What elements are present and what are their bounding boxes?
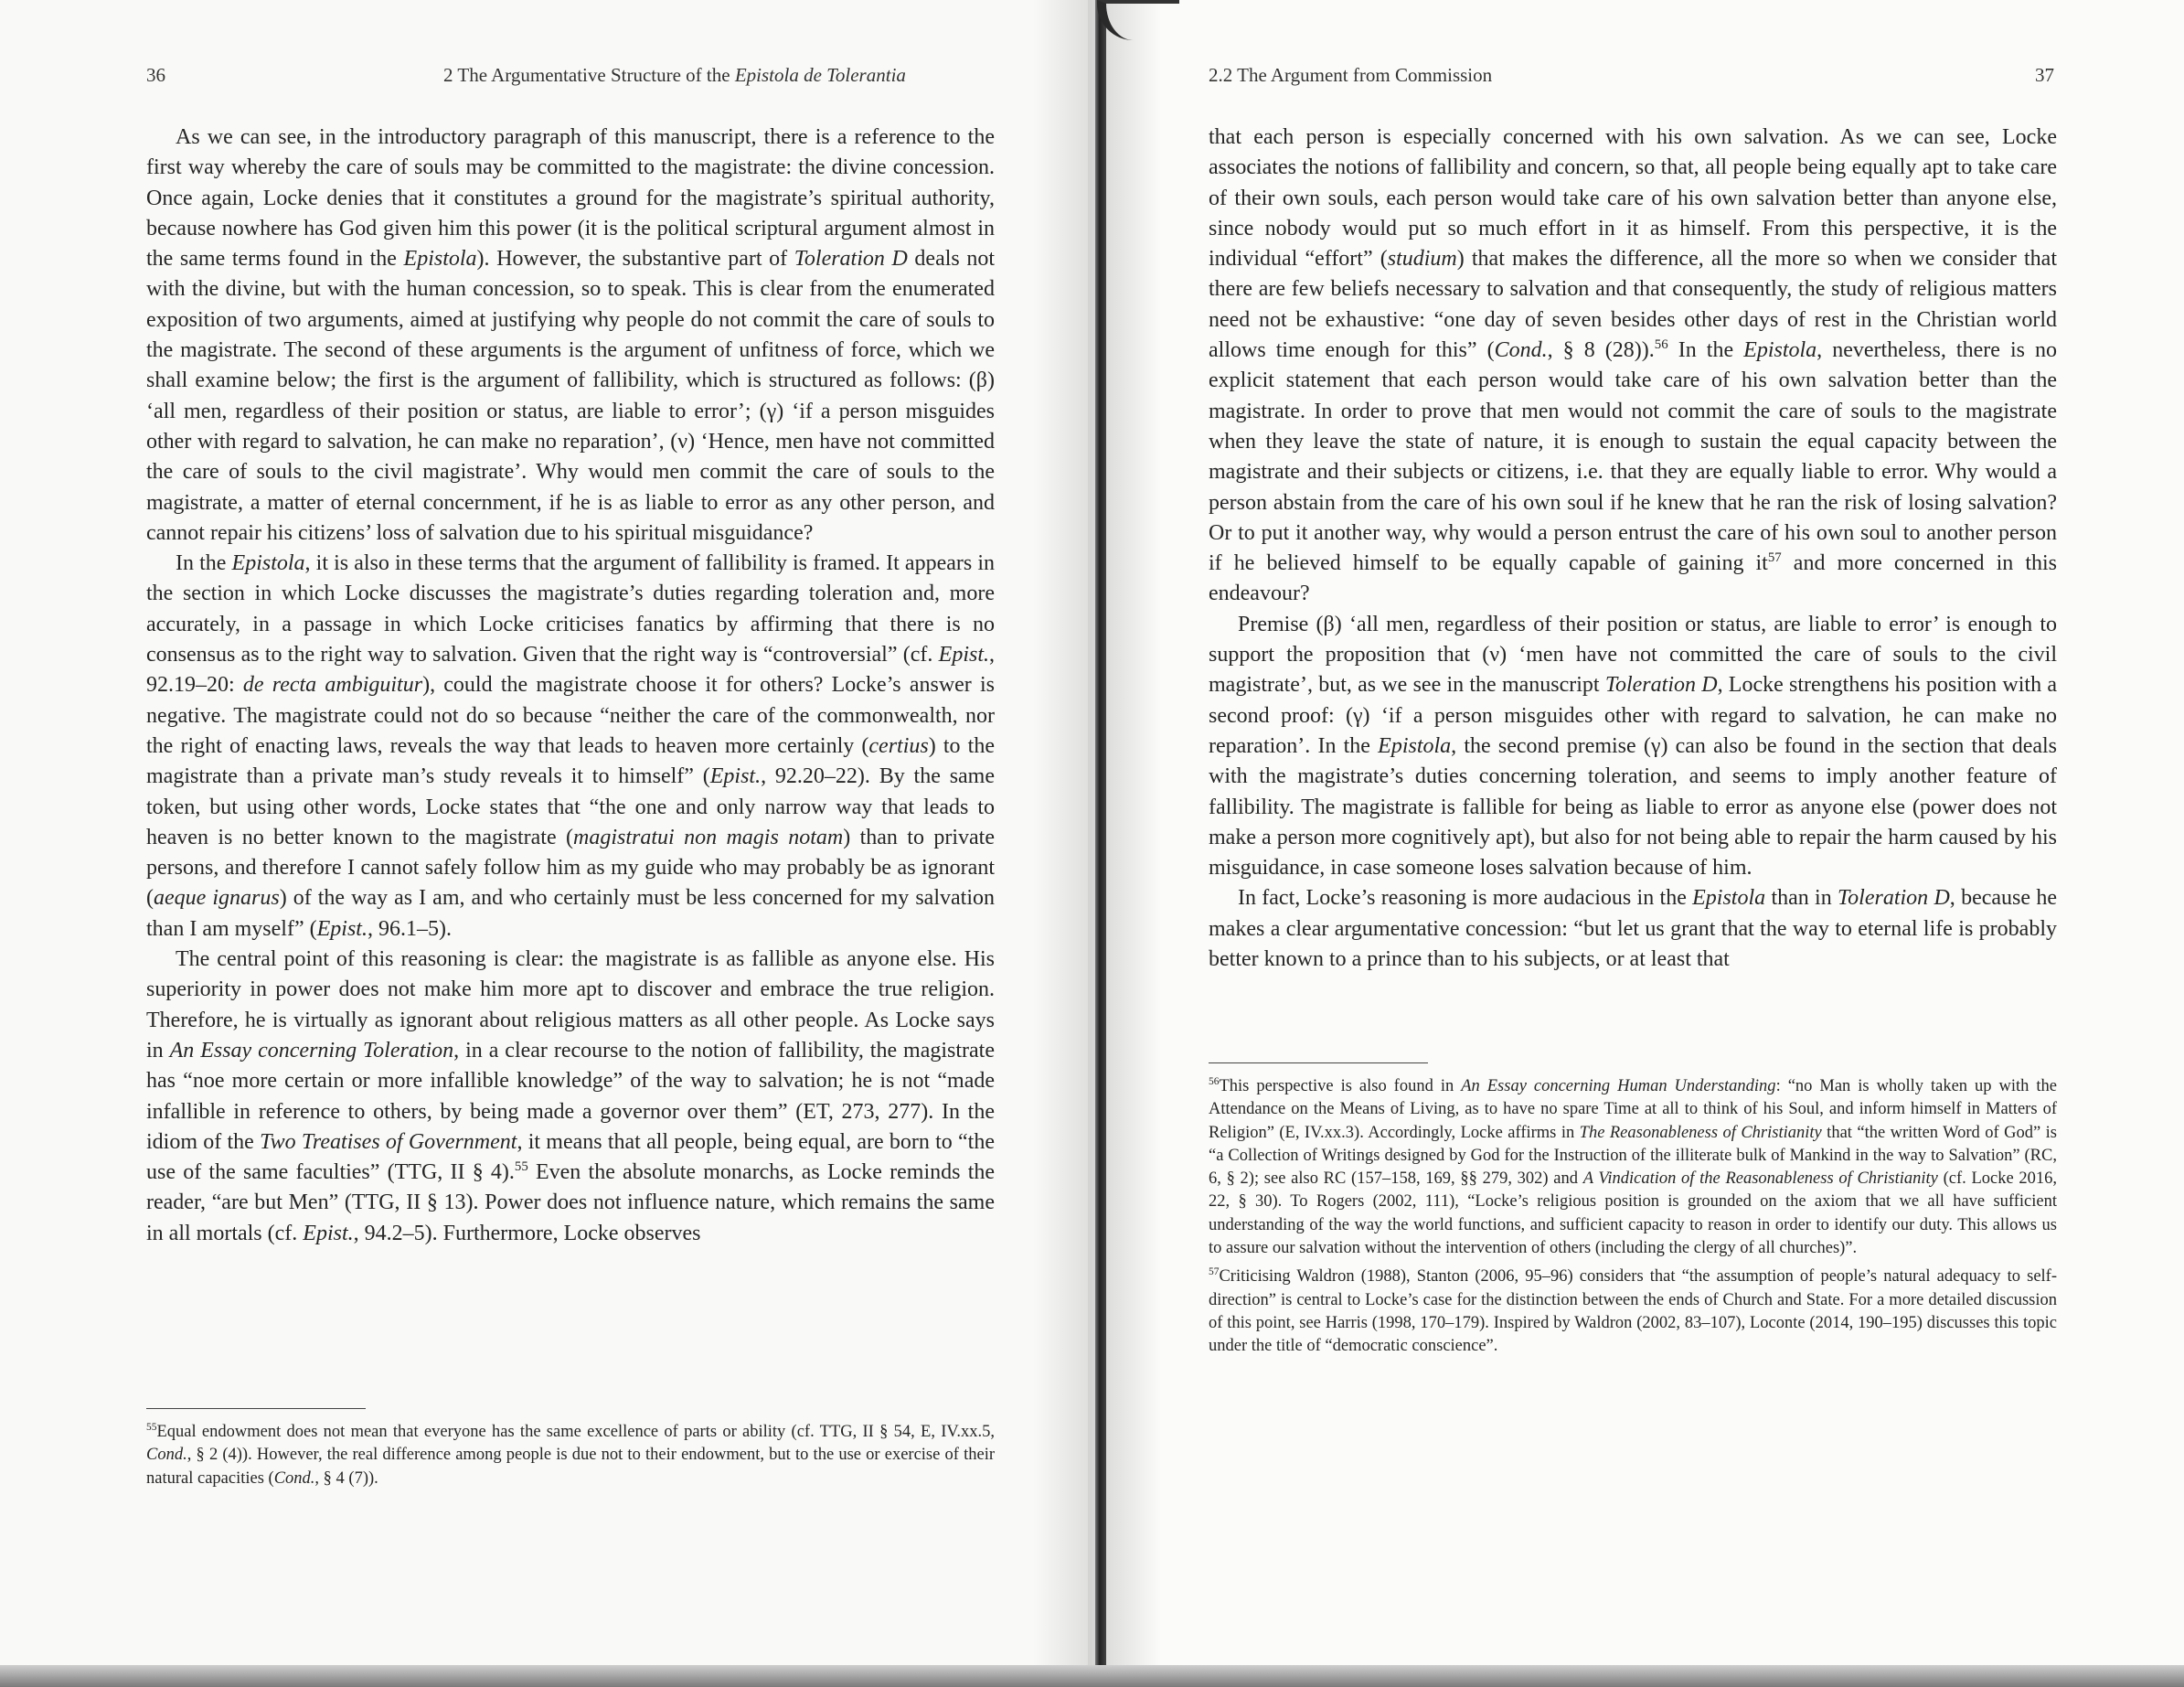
- italic-run: aeque ignarus: [154, 886, 280, 911]
- footnote-marker: 57: [1767, 550, 1782, 566]
- text-run: In fact, Locke’s reasoning is more audacious in the: [1238, 886, 1693, 911]
- footnote-marker: 56: [1654, 337, 1668, 353]
- right-footnote-rule: [1209, 1062, 1428, 1063]
- italic-run: Epistola: [403, 247, 477, 272]
- text-run: , § 8 (28)).: [1547, 338, 1655, 363]
- text-run: ) than to private persons, and therefore I cannot safely follow him as my guide who may probably be as ignorant (: [146, 825, 995, 911]
- text-run: Even the absolute monarchs, as Locke reminds the reader, “are but Men” (TTG, II § 13). Power does not influence nature, which remains the same in all mortals (cf.: [146, 1160, 996, 1245]
- italic-run: de recta ambiguitur: [242, 673, 423, 698]
- text-run: ). However, the substantive part of: [476, 247, 794, 272]
- italic-run: Epist.: [316, 916, 368, 941]
- left-footnote-rule: [146, 1408, 366, 1409]
- text-run: , Locke strengthens his position with a second proof: (γ) ‘if a person misguides other with regard to salvation, he can make no reparation’. In the: [1209, 673, 2057, 758]
- footnote: [146, 1421, 995, 1490]
- text-run: , in a clear recourse to the notion of fallibility, the magistrate has “noe more certain or more infallible knowledge” of the way to salvation; he is not “made infallible in reference to others, by being made a governor over them” (ET, 273, 277). In the idiom of the: [146, 1038, 996, 1154]
- footnote-marker: 56: [1209, 1075, 1220, 1087]
- italic-run: Toleration D: [1604, 673, 1718, 698]
- right-footnotes: [1209, 1075, 2057, 1364]
- paragraph: [146, 549, 995, 945]
- text-run: ) to the magistrate than a private man’s study reveals it to himself” (: [146, 733, 996, 789]
- paragraph: [1209, 883, 2057, 975]
- italic-run: Epist.: [303, 1221, 354, 1245]
- text-run: , the second premise (γ) can also be found in the section that deals with the magistrate’s duties concerning toleration, and seems to imply another feature of fallibility. The magistrate is fallible for being as liable to error as anyone else (power does not make a person more cognitively apt), but also for not being able to repair the harm caused by his misguidance, in case someone loses salvation because of him.: [1209, 733, 2058, 881]
- text-run: , nevertheless, there is no explicit statement that each person would take care of his own salvation better than the magistrate. In order to prove that men would not commit the care of souls to the magistrate when they leave the state of nature, it is enough to sustain the equal capacity between the magistrate and their subjects or citizens, i.e. that they are equally liable to error. Why would a person abstain from the care of his own soul if he knew that he ran the risk of losing salvation? Or to put it another way, why would a person entrust the care of his own soul to another person if he believed himself to be equally capable of gaining it: [1209, 338, 2058, 576]
- text-run: than in: [1765, 886, 1838, 911]
- italic-run: A Vindication of the Reasonableness of Christianity: [1582, 1169, 1938, 1189]
- text-run: , 92.20–22). By the same token, but using other words, Locke states that “the one and only narrow way that leads to heaven is no better known to the magistrate (: [146, 764, 996, 849]
- italic-run: certius: [868, 733, 929, 758]
- footnote-marker: 55: [146, 1421, 157, 1433]
- paragraph: [146, 123, 995, 549]
- text-run: , § 4 (7)).: [314, 1468, 378, 1488]
- italic-run: Epist.: [709, 764, 762, 789]
- text-run: (cf. Locke 2016, 22, § 30). To Rogers (2002, 111), “Locke’s religious position is grounded on the axiom that we all have sufficient understanding of the way the world functions, and sufficient capacity to reason in order to identify our duty. This allows us to assure our salvation without the intervention of others (including the clergy of all churches)”.: [1209, 1169, 2057, 1258]
- italic-run: An Essay concerning Toleration: [169, 1038, 454, 1062]
- text-run: deals not with the divine, but with the human concession, so to speak. This is clear from the enumerated exposition of two arguments, aimed at justifying why people do not commit the care of souls to the magistrate. The second of these arguments is the argument of unfitness of force, which we shall examine below; the first is the argument of fallibility, which is structured as follows: (β) ‘all men, regardless of their position or status, are liable to error’; (γ) ‘if a person misguides other with regard to salvation, he can make no reparation’, (ν) ‘Hence, men have not committed the care of souls to the civil magistrate’. Why would men commit the care of souls to the magistrate, a matter of eternal concernment, if he is as liable to error as any other person, and cannot repair his citizens’ loss of salvation due to his spiritual misguidance?: [146, 247, 996, 545]
- text-run: , 96.1–5).: [367, 916, 452, 941]
- italic-run: Epistola: [231, 551, 305, 576]
- italic-run: Epist.: [938, 643, 989, 667]
- italic-run: Cond.: [273, 1468, 315, 1488]
- text-run: , it means that all people, being equal, are born to “the use of the same faculties” (TTG, II § 4).: [146, 1129, 995, 1185]
- footnote-marker: 57: [1209, 1266, 1220, 1278]
- footnote-marker: 55: [514, 1159, 528, 1175]
- text-run: This perspective is also found in: [1219, 1077, 1462, 1095]
- text-run: that each person is especially concerned with his own salvation. As we can see, Locke associates the notions of fallibility and concern, so that, all people being equally apt to take care of their own souls, each person would take care of his own salvation better than anyone else, since nobody would put so much effort in it as himself. From this perspective, it is the individual “effort” (: [1209, 125, 2057, 272]
- scan-bottom-edge: [0, 1665, 2184, 1687]
- italic-run: Cond.: [146, 1446, 187, 1465]
- italic-run: The Reasonableness of Christianity: [1579, 1123, 1822, 1142]
- italic-run: magistratui non magis notam: [573, 825, 844, 849]
- left-running-head-prefix: 2 The Argumentative Structure of the: [443, 64, 730, 86]
- text-run: Criticising Waldron (1988), Stanton (2006, 95–96) considers that “the assumption of people’s natural adequacy to self-direction” is central to Locke’s case for the distinction between the ends of Church and State. For a more detailed discussion of this point, see Harris (1998, 170–179). Inspired by Waldron (2002, 83–107), Loconte (2014, 190–195) discusses this topic under the title of “democratic conscience”.: [1209, 1267, 2057, 1356]
- left-page: [0, 0, 1088, 1687]
- paragraph: [1209, 610, 2057, 884]
- italic-run: Cond.: [1494, 338, 1548, 363]
- text-run: As we can see, in the introductory paragraph of this manuscript, there is a reference to the first way whereby the care of souls may be committed to the magistrate: the divine concession. Once again, Locke denies that it constitutes a ground for the magistrate’s spiritual authority, because nowhere has God given him this power (it is the political scriptural argument almost in the same terms found in the: [146, 125, 995, 272]
- paragraph: [1209, 123, 2057, 610]
- footnote: [1209, 1075, 2057, 1260]
- text-run: , 92.19–20:: [146, 643, 995, 698]
- right-running-head: 2.2 The Argument from Commission: [1209, 64, 1493, 86]
- text-run: In the: [176, 551, 232, 576]
- italic-run: Toleration D: [1838, 886, 1950, 911]
- left-footnotes: [146, 1421, 995, 1496]
- right-page: [1088, 0, 2184, 1687]
- left-running-head-italic: Epistola de Tolerantia: [734, 64, 906, 86]
- left-body-text: [146, 123, 995, 1249]
- italic-run: Epistola: [1378, 733, 1452, 758]
- text-run: Equal endowment does not mean that everyone has the same excellence of parts or ability (cf. TTG, II § 54, E, IV.xx.5,: [156, 1423, 995, 1441]
- text-run: The central point of this reasoning is clear: the magistrate is as fallible as anyone else. His superiority in power does not make him more apt to discover and embrace the true religion. Therefore, he is virtually as ignorant about religious matters as all other people. As Locke says in: [146, 947, 995, 1062]
- left-running-head: [443, 64, 906, 87]
- italic-run: Toleration D: [794, 247, 908, 272]
- text-run: , it is also in these terms that the argument of fallibility is framed. It appears in the section in which Locke discusses the magistrate’s duties regarding toleration and, more accurately, in a passage in which Locke criticises fanatics by affirming that there is no consensus as to the right way to salvation. Given that the right way is “controversial” (cf.: [146, 551, 995, 667]
- text-run: and more concerned in this endeavour?: [1209, 551, 2057, 606]
- text-run: , 94.2–5). Furthermore, Locke observes: [353, 1221, 701, 1245]
- text-run: ) that makes the difference, all the more so when we consider that there are few beliefs necessary to salvation and that consequently, the study of religious matters need not be exhaustive: “one day of seven besides other days of rest in the Christian world allows time enough for this” (: [1209, 247, 2058, 363]
- text-run: : “no Man is wholly taken up with the Attendance on the Means of Living, as to have no spare Time at all to think of his Soul, and inform himself in Matters of Religion” (E, IV.xx.3). Accordingly, Locke affirms in: [1209, 1077, 2057, 1142]
- book-spine: [1095, 0, 1106, 1687]
- text-run: , § 2 (4)). However, the real difference among people is due not to their endowment, but to the use or exercise of their natural capacities (: [146, 1446, 995, 1488]
- italic-run: studium: [1387, 247, 1457, 272]
- footnote: [1209, 1265, 2057, 1358]
- text-run: In the: [1667, 338, 1744, 363]
- text-run: , because he makes a clear argumentative concession: “but let us grant that the way to eternal life is probably better known to a prince than to his subjects, or at least that: [1209, 886, 2057, 972]
- right-body-text: [1209, 123, 2057, 975]
- italic-run: Epistola: [1743, 338, 1817, 363]
- text-run: ), could the magistrate choose it for others? Locke’s answer is negative. The magistrate could not do so because “neither the care of the commonwealth, nor the right of enacting laws, reveals the way that leads to heaven more certainly (: [146, 673, 996, 758]
- text-run: that “the written Word of God” is “a Collection of Writings designed by God for the Instruction of the illiterate bulk of Mankind in the way to Salvation” (RC, 6, § 2); see also RC (157–158, 169, §§ 279, 302) and: [1209, 1123, 2057, 1189]
- left-page-number: 36: [146, 64, 165, 86]
- right-page-number: 37: [2035, 64, 2054, 86]
- gutter-shadow: [1033, 0, 1088, 1687]
- italic-run: Epistola: [1692, 886, 1766, 911]
- italic-run: An Essay concerning Human Understanding: [1461, 1077, 1776, 1095]
- text-run: ) of the way as I am, and who certainly must be less concerned for my salvation than I am myself” (: [146, 886, 995, 941]
- text-run: Premise (β) ‘all men, regardless of their position or status, are liable to error’ is enough to support the proposition that (ν) ‘men have not committed the care of souls to the civil magistrate’, but, as we see in the manuscript: [1209, 612, 2057, 698]
- paragraph: [146, 945, 995, 1249]
- italic-run: Two Treatises of Government: [260, 1129, 517, 1154]
